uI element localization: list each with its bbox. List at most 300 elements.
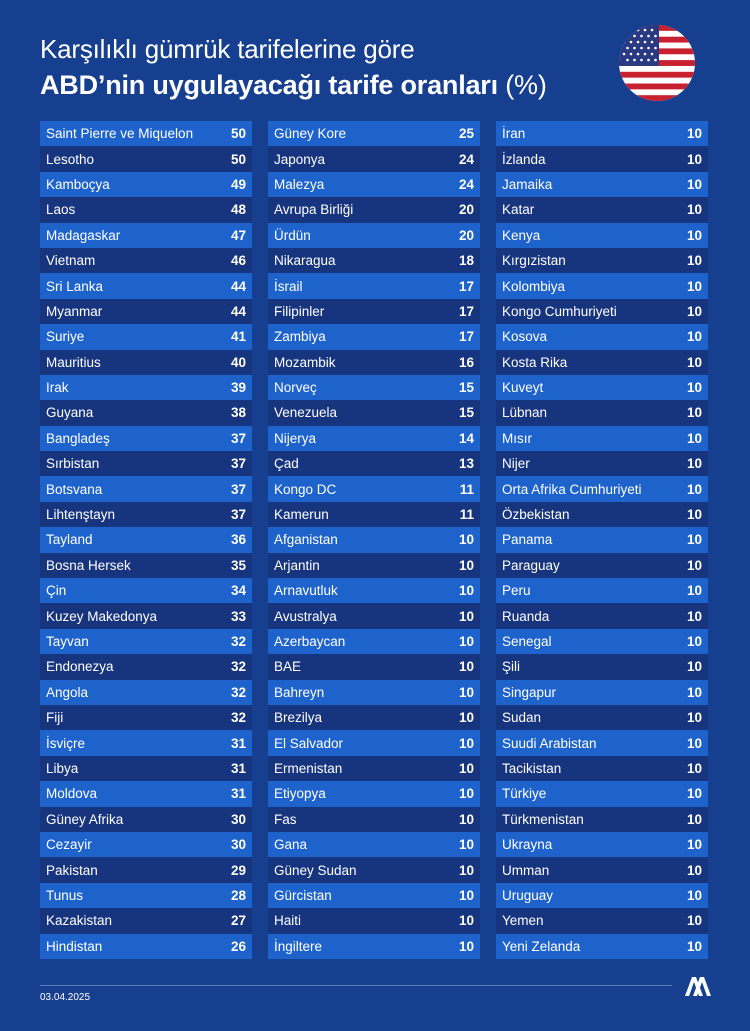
- table-row: [40, 451, 252, 476]
- table-row: [496, 121, 708, 146]
- tariff-rate: 33: [230, 608, 246, 624]
- table-row: [268, 730, 480, 755]
- tariff-rate: 32: [230, 684, 246, 700]
- country-name: Yemen: [502, 913, 544, 929]
- table-row: [496, 629, 708, 654]
- tariff-rate: 32: [230, 659, 246, 675]
- tariff-rate: 41: [230, 329, 246, 345]
- table-row: [496, 908, 708, 933]
- publish-date: 03.04.2025: [40, 992, 91, 1003]
- table-row: [268, 807, 480, 832]
- table-row: [496, 400, 708, 425]
- tariff-rate: 37: [230, 430, 246, 446]
- table-row: [496, 832, 708, 857]
- country-name: Libya: [46, 760, 79, 776]
- tariff-rate: 10: [686, 405, 702, 421]
- country-name: Umman: [502, 862, 550, 878]
- country-name: Endonezya: [46, 659, 114, 675]
- country-name: Moldova: [46, 786, 98, 802]
- anadolu-agency-logo-icon: [683, 974, 711, 998]
- country-name: Avustralya: [274, 608, 337, 624]
- table-row: [268, 781, 480, 806]
- tariff-rate: 10: [686, 938, 702, 954]
- tariff-rate: 38: [230, 405, 246, 421]
- table-row: [496, 807, 708, 832]
- table-row: [268, 603, 480, 628]
- country-name: İngiltere: [274, 938, 323, 954]
- table-row: [268, 350, 480, 375]
- table-row: [40, 248, 252, 273]
- table-row: [268, 629, 480, 654]
- table-row: [268, 197, 480, 222]
- country-name: Nijer: [502, 456, 530, 472]
- country-name: Laos: [46, 202, 76, 218]
- tariff-rate: 10: [458, 735, 474, 751]
- tariff-rate: 10: [686, 380, 702, 396]
- table-row: [496, 857, 708, 882]
- tariff-rate: 10: [686, 583, 702, 599]
- table-row: [40, 553, 252, 578]
- country-name: Filipinler: [274, 303, 325, 319]
- tariff-rate: 28: [230, 887, 246, 903]
- tariff-rate: 10: [686, 227, 702, 243]
- table-row: [268, 451, 480, 476]
- table-row: [268, 502, 480, 527]
- tariff-rate: 30: [230, 837, 246, 853]
- country-name: Kongo Cumhuriyeti: [502, 303, 617, 319]
- country-name: Norveç: [274, 380, 317, 396]
- table-row: [40, 883, 252, 908]
- table-row: [268, 426, 480, 451]
- country-name: Yeni Zelanda: [502, 938, 581, 954]
- tariff-rate: 10: [686, 481, 702, 497]
- tariff-rate: 32: [230, 634, 246, 649]
- tariff-rate: 37: [230, 507, 246, 523]
- country-name: Venezuela: [274, 405, 338, 421]
- country-name: Tunus: [46, 887, 84, 903]
- tariff-rate: 10: [686, 126, 702, 142]
- table-row: [40, 299, 252, 324]
- tariff-rate: 47: [230, 227, 246, 243]
- country-name: Mısır: [502, 430, 532, 446]
- table-row: [40, 400, 252, 425]
- tariff-rate: 40: [230, 354, 246, 370]
- country-name: Singapur: [502, 684, 557, 700]
- table-row: [40, 527, 252, 552]
- country-name: Bahreyn: [274, 684, 325, 700]
- country-name: Özbekistan: [502, 507, 570, 523]
- country-name: El Salvador: [274, 735, 344, 751]
- table-row: [40, 832, 252, 857]
- country-name: Lübnan: [502, 405, 548, 421]
- table-column-1: [40, 121, 252, 959]
- table-row: [496, 553, 708, 578]
- tariff-rate: 10: [458, 837, 474, 853]
- country-name: Fiji: [46, 710, 64, 726]
- country-name: Jamaika: [502, 176, 553, 192]
- tariff-rate: 10: [686, 608, 702, 624]
- table-row: [268, 705, 480, 730]
- country-name: Kazakistan: [46, 913, 113, 929]
- table-row: [40, 350, 252, 375]
- table-row: [40, 578, 252, 603]
- table-row: [268, 375, 480, 400]
- country-name: Kongo DC: [274, 481, 337, 497]
- tariff-rate: 35: [230, 557, 246, 573]
- tariff-rate: 10: [686, 634, 702, 649]
- table-row: [496, 654, 708, 679]
- table-row: [40, 680, 252, 705]
- country-name: Kuzey Makedonya: [46, 608, 158, 624]
- tariff-rate: 26: [230, 938, 246, 954]
- country-name: Çad: [274, 456, 299, 472]
- country-name: Çin: [46, 583, 67, 599]
- table-row: [40, 324, 252, 349]
- tariff-rate: 10: [686, 202, 702, 218]
- table-row: [496, 934, 708, 959]
- table-row: [40, 730, 252, 755]
- footer-divider: [40, 985, 672, 986]
- table-row: [40, 273, 252, 298]
- country-name: Güney Afrika: [46, 811, 124, 827]
- table-row: [496, 680, 708, 705]
- tariff-rate: 10: [686, 278, 702, 294]
- tariff-rate: 31: [230, 786, 246, 802]
- table-row: [496, 426, 708, 451]
- country-name: Kosta Rika: [502, 354, 568, 370]
- tariff-rate: 10: [686, 786, 702, 802]
- country-name: Kamboçya: [46, 176, 110, 192]
- table-row: [268, 121, 480, 146]
- tariff-rate: 10: [458, 684, 474, 700]
- tariff-rate: 10: [458, 862, 474, 878]
- tariff-rate: 30: [230, 811, 246, 827]
- table-row: [496, 375, 708, 400]
- tariff-rate: 24: [458, 176, 474, 192]
- country-name: Angola: [46, 684, 89, 700]
- table-row: [268, 756, 480, 781]
- country-name: Güney Sudan: [274, 862, 357, 878]
- country-name: Ürdün: [274, 227, 311, 243]
- country-name: Kolombiya: [502, 278, 566, 294]
- table-row: [268, 832, 480, 857]
- table-row: [496, 248, 708, 273]
- table-row: [496, 299, 708, 324]
- tariff-rate: 10: [686, 176, 702, 192]
- tariff-rate: 10: [686, 710, 702, 726]
- country-name: Katar: [502, 202, 535, 218]
- tariff-rate: 10: [686, 913, 702, 929]
- table-row: [496, 146, 708, 171]
- tariff-rate: 27: [230, 913, 246, 929]
- country-name: Malezya: [274, 176, 325, 192]
- table-row: [268, 654, 480, 679]
- tariff-rate: 10: [458, 608, 474, 624]
- country-name: Panama: [502, 532, 553, 548]
- table-row: [496, 730, 708, 755]
- country-name: Mauritius: [46, 354, 101, 370]
- country-name: Uruguay: [502, 887, 554, 903]
- table-row: [268, 857, 480, 882]
- table-row: [496, 756, 708, 781]
- country-name: Orta Afrika Cumhuriyeti: [502, 481, 642, 497]
- country-name: İzlanda: [502, 151, 546, 167]
- title-line-1: Karşılıklı gümrük tarifelerine göre: [40, 34, 415, 64]
- country-name: Hindistan: [46, 938, 103, 954]
- table-row: [496, 172, 708, 197]
- country-name: Kamerun: [274, 507, 329, 523]
- country-name: Azerbaycan: [274, 634, 346, 649]
- country-name: Mozambik: [274, 354, 336, 370]
- country-name: Gana: [274, 837, 308, 853]
- country-name: Brezilya: [274, 710, 323, 726]
- country-name: Avrupa Birliği: [274, 202, 354, 218]
- country-name: Tacikistan: [502, 760, 562, 776]
- tariff-rate: 10: [458, 811, 474, 827]
- country-name: Lihtenştayn: [46, 507, 116, 523]
- tariff-rate: 10: [686, 507, 702, 523]
- country-name: Türkiye: [502, 786, 547, 802]
- tariff-rate: 37: [230, 456, 246, 472]
- country-name: Suriye: [46, 329, 85, 345]
- tariff-rate: 50: [230, 126, 246, 142]
- table-row: [40, 857, 252, 882]
- tariff-rate: 18: [458, 253, 474, 269]
- table-row: [40, 476, 252, 501]
- tariff-rate: 10: [686, 659, 702, 675]
- tariff-rate: 10: [686, 253, 702, 269]
- country-name: Bosna Hersek: [46, 557, 131, 573]
- table-row: [40, 502, 252, 527]
- table-row: [496, 197, 708, 222]
- country-name: Botsvana: [46, 481, 103, 497]
- table-row: [268, 908, 480, 933]
- tariff-rate: 32: [230, 710, 246, 726]
- country-name: Myanmar: [46, 303, 103, 319]
- tariff-rate: 36: [230, 532, 246, 548]
- table-row: [40, 146, 252, 171]
- table-row: [268, 248, 480, 273]
- country-name: Paraguay: [502, 557, 560, 573]
- tariff-rate: 10: [686, 887, 702, 903]
- country-name: Madagaskar: [46, 227, 121, 243]
- tariff-rate: 10: [686, 684, 702, 700]
- tariff-rate: 10: [686, 557, 702, 573]
- table-row: [40, 654, 252, 679]
- table-row: [268, 527, 480, 552]
- tariff-rate: 25: [458, 126, 474, 142]
- tariff-rate: 14: [458, 430, 474, 446]
- tariff-rate: 10: [686, 862, 702, 878]
- table-row: [268, 172, 480, 197]
- table-column-3: [496, 121, 708, 959]
- country-name: Saint Pierre ve Miquelon: [46, 126, 194, 142]
- country-name: Vietnam: [46, 253, 96, 269]
- table-row: [40, 603, 252, 628]
- table-row: [268, 578, 480, 603]
- tariff-rate: 20: [458, 227, 474, 243]
- table-row: [268, 273, 480, 298]
- table-row: [496, 527, 708, 552]
- country-name: Senegal: [502, 634, 552, 649]
- tariff-rate: 11: [459, 481, 474, 497]
- country-name: İsrail: [274, 278, 303, 294]
- table-row: [40, 426, 252, 451]
- table-row: [40, 908, 252, 933]
- country-name: Etiyopya: [274, 786, 326, 802]
- table-row: [496, 883, 708, 908]
- tariff-rate: 20: [458, 202, 474, 218]
- tariff-rate: 10: [458, 786, 474, 802]
- tariff-rate: 10: [686, 329, 702, 345]
- table-row: [40, 705, 252, 730]
- tariff-rate: 10: [686, 303, 702, 319]
- tariff-rate: 10: [686, 354, 702, 370]
- country-name: Tayland: [46, 532, 93, 548]
- table-row: [40, 807, 252, 832]
- tariff-rate: 44: [230, 278, 246, 294]
- country-name: Zambiya: [274, 329, 326, 345]
- table-row: [40, 121, 252, 146]
- table-row: [496, 451, 708, 476]
- country-name: Türkmenistan: [502, 811, 584, 827]
- table-row: [496, 603, 708, 628]
- table-row: [40, 629, 252, 654]
- table-row: [496, 476, 708, 501]
- table-row: [496, 705, 708, 730]
- tariff-rate: 48: [230, 202, 246, 218]
- table-row: [268, 223, 480, 248]
- country-name: Kuveyt: [502, 380, 544, 396]
- country-name: Irak: [46, 380, 69, 396]
- tariff-rate: 10: [458, 887, 474, 903]
- tariff-rate: 10: [458, 710, 474, 726]
- tariff-rate: 31: [230, 735, 246, 751]
- tariff-rate: 29: [230, 862, 246, 878]
- country-name: Haiti: [274, 913, 302, 929]
- tariff-rate: 46: [230, 253, 246, 269]
- tariff-rate: 13: [458, 456, 474, 472]
- table-row: [496, 781, 708, 806]
- table-row: [268, 476, 480, 501]
- tariff-rate: 10: [458, 532, 474, 548]
- tariff-rate: 17: [458, 329, 474, 345]
- table-row: [268, 299, 480, 324]
- country-name: Sri Lanka: [46, 278, 104, 294]
- tariff-rate: 44: [230, 303, 246, 319]
- tariff-rate: 24: [458, 151, 474, 167]
- table-row: [268, 883, 480, 908]
- country-name: Suudi Arabistan: [502, 735, 597, 751]
- table-row: [268, 324, 480, 349]
- table-row: [496, 324, 708, 349]
- country-name: Şili: [502, 659, 521, 675]
- tariff-rate: 10: [458, 913, 474, 929]
- country-name: Lesotho: [46, 151, 95, 167]
- title-unit: (%): [505, 70, 547, 100]
- table-row: [496, 578, 708, 603]
- tariff-rate: 15: [458, 405, 474, 421]
- table-row: [268, 680, 480, 705]
- tariff-rate: 17: [458, 303, 474, 319]
- table-row: [496, 350, 708, 375]
- tariff-rate: 10: [686, 735, 702, 751]
- tariff-rate: 37: [230, 481, 246, 497]
- table-row: [496, 502, 708, 527]
- country-name: Ukrayna: [502, 837, 553, 853]
- tariff-rate: 34: [230, 583, 246, 599]
- country-name: Ermenistan: [274, 760, 343, 776]
- country-name: Fas: [274, 811, 297, 827]
- table-row: [40, 375, 252, 400]
- country-name: İsviçre: [46, 735, 86, 751]
- country-name: Bangladeş: [46, 430, 110, 446]
- tariff-rate: 10: [686, 811, 702, 827]
- tariff-rate: 10: [686, 532, 702, 548]
- country-name: Kırgızistan: [502, 253, 566, 269]
- table-row: [496, 273, 708, 298]
- table-row: [268, 934, 480, 959]
- country-name: Güney Kore: [274, 126, 347, 142]
- table-row: [40, 197, 252, 222]
- title-main: ABD’nin uygulayacağı tarife oranları: [40, 70, 498, 100]
- tariff-rate: 15: [458, 380, 474, 396]
- table-row: [496, 223, 708, 248]
- country-name: Japonya: [274, 151, 326, 167]
- country-name: Nijerya: [274, 430, 317, 446]
- tariff-rate: 10: [686, 760, 702, 776]
- table-row: [268, 146, 480, 171]
- country-name: Cezayir: [46, 837, 92, 853]
- tariff-rate: 10: [458, 938, 474, 954]
- table-row: [40, 781, 252, 806]
- table-column-2: [268, 121, 480, 959]
- country-name: Kenya: [502, 227, 541, 243]
- tariff-rate: 17: [458, 278, 474, 294]
- tariff-rate: 11: [459, 507, 474, 523]
- tariff-rate: 16: [458, 354, 474, 370]
- table-row: [268, 400, 480, 425]
- tariff-rate: 10: [458, 760, 474, 776]
- table-row: [268, 553, 480, 578]
- country-name: BAE: [274, 659, 302, 675]
- tariff-rate: 31: [230, 760, 246, 776]
- tariff-rate: 50: [230, 151, 246, 167]
- country-name: İran: [502, 126, 526, 142]
- country-name: Afganistan: [274, 532, 338, 548]
- table-row: [40, 934, 252, 959]
- table-row: [40, 172, 252, 197]
- tariff-rate: 10: [458, 557, 474, 573]
- country-name: Tayvan: [46, 634, 89, 649]
- tariff-rate: 10: [686, 456, 702, 472]
- tariff-rate: 10: [458, 659, 474, 675]
- country-name: Peru: [502, 583, 531, 599]
- tariff-rate: 10: [686, 837, 702, 853]
- country-name: Kosova: [502, 329, 548, 345]
- country-name: Sırbistan: [46, 456, 100, 472]
- tariff-rate: 10: [458, 583, 474, 599]
- table-row: [40, 756, 252, 781]
- country-name: Pakistan: [46, 862, 98, 878]
- tariff-rate: 10: [458, 634, 474, 649]
- us-flag-icon: [619, 25, 695, 101]
- country-name: Gürcistan: [274, 887, 332, 903]
- country-name: Ruanda: [502, 608, 550, 624]
- table-row: [40, 223, 252, 248]
- country-name: Nikaragua: [274, 253, 336, 269]
- tariff-rate: 10: [686, 430, 702, 446]
